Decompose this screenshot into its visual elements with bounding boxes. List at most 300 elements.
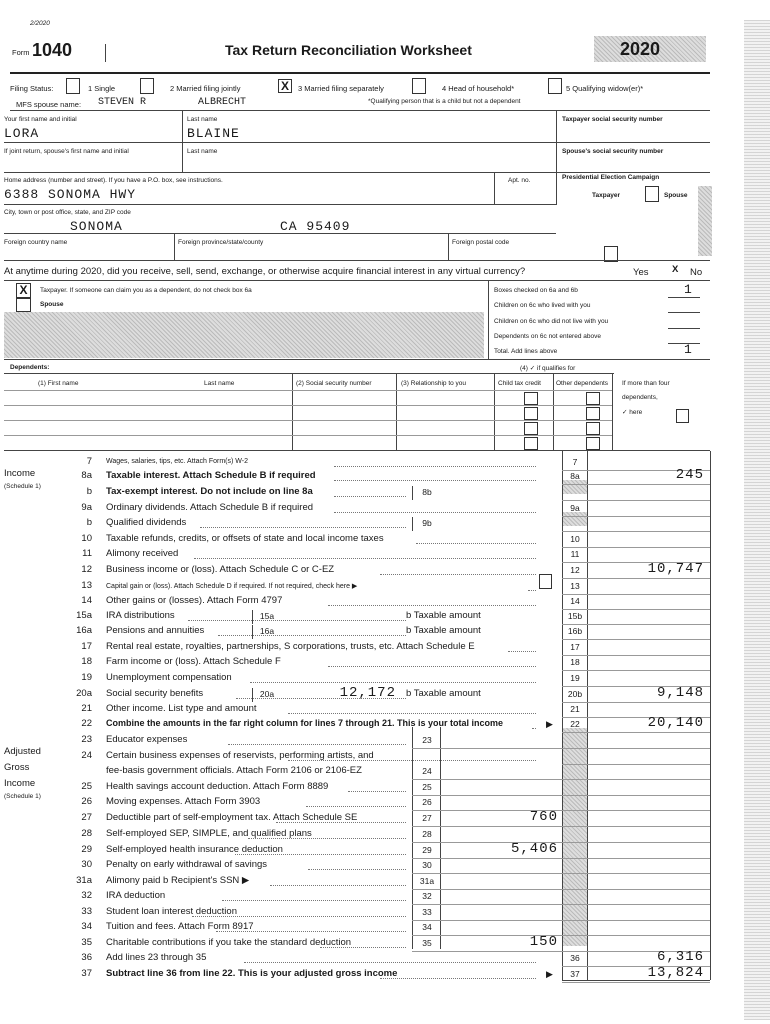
vc-no-mark[interactable]: X (672, 264, 679, 275)
mid-row-rule (412, 951, 562, 952)
mid-row-rule (412, 748, 562, 749)
line-description: Business income or (loss). Attach Schedule C or C-EZ (106, 564, 335, 575)
row-rule (562, 826, 710, 827)
dep-v4 (553, 374, 554, 450)
dep-row-1 (4, 390, 612, 391)
exemption-divider (488, 281, 489, 359)
line-b-label: b Taxable amount (406, 625, 481, 636)
dep-odc-box-2[interactable] (586, 407, 600, 420)
line-description: Farm income or (loss). Attach Schedule F (106, 656, 281, 667)
dep-more-2: dependents, (622, 394, 658, 401)
side-income2-sub: (Schedule 1) (4, 793, 41, 800)
city-value: SONOMA (70, 219, 123, 234)
dep-col3: (3) Relationship to you (401, 380, 467, 387)
dot-leader (380, 978, 536, 979)
dep-v3 (494, 374, 495, 450)
city-label: City, town or post office, state, and ZIP code (4, 209, 131, 216)
row-rule (562, 920, 710, 921)
line-description: Penalty on early withdrawal of savings (106, 859, 268, 870)
arrow-icon: ▶ (546, 719, 553, 729)
dot-leader (334, 496, 406, 497)
dep-v5 (612, 374, 613, 450)
foreign-province-label: Foreign province/state/county (178, 239, 264, 246)
line-description: IRA deduction (106, 890, 166, 901)
line-description: IRA distributions (106, 610, 175, 621)
exemption-spouse-text: Spouse (40, 301, 64, 308)
line-number: 22 (81, 718, 92, 729)
line-description: Capital gain or (loss). Attach Schedule D if required. If not required, check here ▶ (106, 583, 358, 590)
exempt-row-lived: Children on 6c who lived with you (494, 302, 591, 309)
line-mid-ref-23: 23 (422, 735, 432, 745)
line-description: Alimony paid b Recipient's SSN ▶ (106, 875, 250, 886)
line-number: 27 (81, 812, 92, 823)
form-label: Form (12, 48, 30, 57)
name-divider (182, 111, 183, 143)
row-rule (562, 858, 710, 859)
line-mid-ref-30: 30 (422, 860, 432, 870)
line-amount-8a[interactable]: 245 (675, 467, 704, 483)
mfs-spouse-first: STEVEN R (98, 97, 147, 108)
row-rule (562, 779, 710, 780)
rule-filing (10, 110, 710, 111)
dot-leader (222, 900, 406, 901)
dot-leader (328, 605, 536, 606)
dot-leader (218, 635, 406, 636)
status-mfj-checkbox[interactable] (140, 78, 154, 94)
first-name-value: LORA (4, 126, 40, 141)
exempt-row-boxes-value: 1 (684, 282, 692, 297)
apt-label: Apt. no. (508, 177, 531, 184)
line-number: 26 (81, 796, 92, 807)
dep-col1: (1) First name (38, 380, 79, 387)
dot-leader (348, 791, 406, 792)
pec-label: Presidential Election Campaign (562, 174, 660, 181)
dot-leader (380, 574, 536, 575)
dot-leader (192, 916, 406, 917)
dep-row-3 (4, 420, 612, 421)
line-number: 8a (81, 470, 92, 481)
line-description: Subtract line 36 from line 22. This is your adjusted gross income (106, 968, 398, 979)
line-amount-12[interactable]: 10,747 (647, 561, 704, 577)
line-description: Tuition and fees. Attach Form 8917 (106, 921, 254, 932)
line-number: 35 (81, 937, 92, 948)
dot-leader (270, 885, 406, 886)
qualifying-note: *Qualifying person that is a child but not a dependent (368, 98, 521, 105)
dep-more-1: If more than four (622, 380, 670, 387)
row-rule (562, 609, 710, 610)
line-number: 13 (81, 580, 92, 591)
line-ref-8a: 8a (570, 471, 580, 481)
status-qw-checkbox[interactable] (548, 78, 562, 94)
dot-leader (200, 527, 406, 528)
line-description: Wages, salaries, tips, etc. Attach Form(s) W-2 (106, 458, 248, 465)
mid-field-bracket (252, 688, 253, 702)
line-description: Alimony received (106, 548, 179, 559)
shade-8b (563, 480, 587, 494)
dep-col1b: Last name (204, 380, 235, 387)
dot-leader (334, 466, 536, 467)
foreign-divider-2 (448, 234, 449, 260)
date-stamp: 2/2020 (30, 20, 50, 27)
exempt-row-lived-line (668, 312, 700, 313)
mid-field-bracket (252, 625, 253, 639)
dot-leader (528, 590, 536, 591)
exempt-row-total-value: 1 (684, 342, 692, 357)
exempt-row-boxes: Boxes checked on 6a and 6b (494, 287, 578, 294)
pec-taxpayer: Taxpayer (592, 192, 621, 199)
exempt-row-boxes-line (668, 297, 700, 298)
dot-leader (532, 728, 536, 729)
dep-odc-box-3[interactable] (586, 422, 600, 435)
row-rule (562, 547, 710, 548)
dependents-label: Dependents: (10, 364, 50, 371)
header-divider (105, 44, 106, 62)
line-mid-amount-35[interactable]: 150 (529, 934, 558, 950)
line-description: Self-employed health insurance deduction (106, 844, 283, 855)
row-rule (562, 842, 710, 843)
row-rule (562, 889, 710, 890)
line-number: 29 (81, 844, 92, 855)
line-mid-ref-34: 34 (422, 922, 432, 932)
dep-ctc-box-3[interactable] (524, 422, 538, 435)
dot-leader (194, 558, 536, 559)
mid-row-rule (412, 873, 562, 874)
row-rule (562, 484, 710, 485)
line-number: 17 (81, 641, 92, 652)
dep-more-checkbox[interactable] (676, 409, 689, 423)
mid-row-rule (412, 920, 562, 921)
line-mid-amount-20a[interactable]: 12,172 (339, 685, 396, 701)
exemption-taxpayer-checkbox[interactable]: X (16, 283, 31, 298)
mid-field-bracket (412, 517, 413, 531)
row-rule (562, 732, 710, 733)
mid-field-bracket (252, 610, 253, 624)
line-ref-10: 10 (570, 534, 580, 544)
status-hoh-label: 4 Head of household* (442, 84, 515, 93)
line-number: 37 (81, 968, 92, 979)
row-rule (562, 748, 710, 749)
rule-names (4, 142, 710, 143)
dot-leader (320, 947, 406, 948)
line-number: 15a (76, 610, 92, 621)
exemption-spouse-checkbox[interactable] (16, 298, 31, 312)
line-description: Self-employed SEP, SIMPLE, and qualified plans (106, 828, 312, 839)
apt-divider-right (556, 173, 557, 205)
mid-field-bracket (412, 486, 413, 500)
line-description: Combine the amounts in the far right column for lines 7 through 21. This is your total income (106, 718, 504, 728)
rule-dependents (4, 450, 710, 451)
line-number: b (86, 486, 92, 497)
line-ref-16b: 16b (567, 626, 583, 636)
line-description: Health savings account deduction. Attach Form 8889 (106, 781, 329, 792)
status-hoh-checkbox[interactable] (412, 78, 426, 94)
line-number: 14 (81, 595, 92, 606)
apt-divider-left (494, 173, 495, 205)
dep-odc-box-1[interactable] (586, 392, 600, 405)
dep-ctc-box-4[interactable] (524, 437, 538, 450)
line-ref-19: 19 (570, 673, 580, 683)
row-rule (562, 516, 710, 517)
dep-ctc-box-1[interactable] (524, 392, 538, 405)
dot-leader (235, 854, 406, 855)
home-address-value: 6388 SONOMA HWY (4, 187, 137, 202)
mid-row-rule (412, 779, 562, 780)
dep-ctc-box-2[interactable] (524, 407, 538, 420)
page-title: Tax Return Reconciliation Worksheet (225, 42, 472, 58)
line-number: 24 (81, 750, 92, 761)
row-rule (562, 531, 710, 532)
mfs-spouse-label: MFS spouse name: (16, 100, 82, 109)
spouse-last-label: Last name (187, 148, 218, 155)
dep-col4a: Child tax credit (498, 380, 541, 387)
dep-v1 (292, 374, 293, 450)
line-number: 21 (81, 703, 92, 714)
rule-spouse (4, 172, 710, 173)
dep-row-4 (4, 435, 612, 436)
line-description: Taxable refunds, credits, or offsets of state and local income taxes (106, 533, 384, 544)
line-mid-ref-20a: 20a (259, 689, 275, 699)
side-income: Income (4, 468, 36, 479)
line-number: 36 (81, 952, 92, 963)
status-mfs-checkbox[interactable]: X (278, 79, 292, 93)
line-description: Certain business expenses of reservists, performing artists, and (106, 750, 374, 761)
first-name-label: Your first name and initial (4, 116, 77, 123)
mid-row-rule (412, 904, 562, 905)
line-mid-ref-32: 32 (422, 891, 432, 901)
line-amount-37[interactable]: 13,824 (647, 965, 704, 981)
spouse-name-divider (182, 143, 183, 173)
form-number: 1040 (32, 40, 73, 60)
line-mid-ref-9b: 9b (422, 518, 432, 528)
exempt-row-total: Total. Add lines above (494, 348, 558, 355)
line-mid-ref-31a: 31a (419, 876, 435, 886)
pec-taxpayer-checkbox[interactable] (645, 186, 659, 202)
line-description: Ordinary dividends. Attach Schedule B if required (106, 502, 314, 513)
line-description: fee-basis government officials. Attach Form 2106 or 2106-EZ (106, 765, 362, 776)
rule-foreign (4, 260, 710, 261)
line-ref-21: 21 (570, 704, 580, 714)
mid-row-rule (412, 795, 562, 796)
line-mid-ref-35: 35 (422, 938, 432, 948)
line-ref-22: 22 (570, 719, 580, 729)
status-single-checkbox[interactable] (66, 78, 80, 94)
line-ref-7: 7 (572, 457, 578, 467)
side-gross: Gross (4, 762, 30, 773)
exempt-row-not-lived: Children on 6c who did not live with you (494, 318, 609, 325)
tax-year: 2020 (620, 39, 661, 59)
line-description: Add lines 23 through 35 (106, 952, 207, 963)
mfs-spouse-last: ALBRECHT (198, 97, 247, 108)
amount-col-right (710, 451, 711, 980)
rule-exemptions (4, 359, 710, 360)
line-mid-amount-29[interactable]: 5,406 (510, 841, 558, 857)
dep-col2: (2) Social security number (296, 380, 372, 387)
foreign-divider-1 (174, 234, 175, 260)
line-number: 25 (81, 781, 92, 792)
dep-col4b: Other dependents (556, 380, 609, 387)
dot-leader (244, 962, 536, 963)
row-rule (562, 578, 710, 579)
vc-yes-label: Yes (633, 267, 649, 278)
line-description: Taxable interest. Attach Schedule B if required (106, 470, 316, 481)
status-single-label: 1 Single (88, 84, 116, 93)
line-mid-ref-33: 33 (422, 907, 432, 917)
line-number: b (86, 517, 92, 528)
side-adjusted: Adjusted (4, 746, 41, 757)
mid-row-rule (412, 858, 562, 859)
line-description: Educator expenses (106, 734, 188, 745)
filing-status-label: Filing Status: (10, 84, 54, 93)
dot-leader (216, 931, 406, 932)
line-number: 10 (81, 533, 92, 544)
line-number: 30 (81, 859, 92, 870)
line-number: 12 (81, 564, 92, 575)
spouse-ssn-label: Spouse's social security number (562, 148, 664, 155)
line-number: 33 (81, 906, 92, 917)
last-name-value: BLAINE (187, 126, 240, 141)
row-rule (562, 624, 710, 625)
rule-address (4, 204, 556, 205)
line-number: 31a (76, 875, 92, 886)
dep-row-2 (4, 405, 612, 406)
amount-col-bottom (562, 980, 710, 981)
line-ref-9a: 9a (570, 503, 580, 513)
dot-leader (276, 822, 406, 823)
line-description: Social security benefits (106, 688, 204, 699)
line-number: 18 (81, 656, 92, 667)
line-mid-ref-25: 25 (422, 782, 432, 792)
state-zip-value: CA 95409 (280, 219, 351, 234)
row-rule (562, 795, 710, 796)
line-description: Other income. List type and amount (106, 703, 257, 714)
side-income2: Income (4, 778, 36, 789)
line-description: Student loan interest deduction (106, 906, 237, 917)
line-number: 11 (82, 548, 92, 559)
taxpayer-ssn-label: Taxpayer social security number (562, 116, 663, 123)
line-mid-ref-29: 29 (422, 845, 432, 855)
rule-vc (4, 280, 710, 281)
foreign-country-label: Foreign country name (4, 239, 68, 246)
status-mfs-label: 3 Married filing separately (298, 84, 384, 93)
line-mid-ref-27: 27 (422, 813, 432, 823)
line-ref-36: 36 (570, 953, 580, 963)
row-rule (562, 702, 710, 703)
rule-dep-top (4, 373, 614, 374)
exempt-row-not-lived-line (668, 328, 700, 329)
line-ref-14: 14 (570, 596, 580, 606)
dep-more-3: ✓ here (622, 409, 643, 416)
line-ref-12: 12 (570, 565, 580, 575)
line-ref-15b: 15b (567, 611, 583, 621)
line-number: 9a (81, 502, 92, 513)
dot-leader (188, 620, 406, 621)
row-rule (562, 639, 710, 640)
line-mid-ref-8b: 8b (422, 487, 432, 497)
dot-leader (334, 480, 536, 481)
mid-row-rule (412, 889, 562, 890)
line-ref-37: 37 (570, 969, 580, 979)
line-description: Other gains or (losses). Attach Form 4797 (106, 595, 283, 606)
header-rule (10, 72, 710, 74)
line-amount-36[interactable]: 6,316 (656, 949, 704, 965)
status-qw-label: 5 Qualifying widow(er)* (566, 84, 644, 93)
row-rule (562, 670, 710, 671)
pec-shade (698, 186, 712, 256)
line-number: 34 (81, 921, 92, 932)
exemption-taxpayer-text: Taxpayer. If someone can claim you as a dependent, do not check box 6a (40, 287, 252, 294)
line-ref-18: 18 (570, 657, 580, 667)
line-13-checkbox[interactable] (539, 574, 552, 589)
line-ref-13: 13 (570, 581, 580, 591)
line-b-label: b Taxable amount (406, 688, 481, 699)
dep-odc-box-4[interactable] (586, 437, 600, 450)
row-rule (562, 594, 710, 595)
line-number: 19 (81, 672, 92, 683)
spouse-first-label: If joint return, spouse's first name and initial (4, 148, 129, 155)
line-description: Qualified dividends (106, 517, 187, 528)
line-ref-20b: 20b (567, 689, 583, 699)
dot-leader (308, 869, 406, 870)
line-number: 23 (81, 734, 92, 745)
row-rule (562, 935, 710, 936)
row-rule (562, 655, 710, 656)
row-rule (562, 764, 710, 765)
line-mid-ref-16a: 16a (259, 626, 275, 636)
line-mid-ref-24: 24 (422, 766, 432, 776)
side-income-sub: (Schedule 1) (4, 483, 41, 490)
line-description: Moving expenses. Attach Form 3903 (106, 796, 261, 807)
line-number: 32 (81, 890, 92, 901)
line-description: Deductible part of self-employment tax. Attach Schedule SE (106, 812, 358, 823)
line-number: 20a (76, 688, 92, 699)
line-mid-ref-26: 26 (422, 797, 432, 807)
line-number: 16a (76, 625, 92, 636)
pec-spouse: Spouse (664, 192, 688, 199)
dot-leader (334, 512, 536, 513)
shade-9b (563, 512, 587, 526)
dot-leader (328, 666, 536, 667)
line-amount-22[interactable]: 20,140 (647, 715, 704, 731)
exempt-row-other-deps: Dependents on 6c not entered above (494, 333, 601, 340)
dep-col4: (4) ✓ if qualifies for (520, 365, 576, 372)
dot-leader (508, 651, 536, 652)
vc-no-label: No (690, 267, 703, 278)
virtual-currency-question: At anytime during 2020, did you receive, sell, send, exchange, or otherwise acquire financial interest in any virtual currency? (4, 266, 526, 277)
dot-leader (288, 713, 536, 714)
scan-edge-noise (744, 20, 770, 1020)
row-rule (562, 810, 710, 811)
line-ref-11: 11 (570, 549, 580, 559)
line-mid-ref-28: 28 (422, 829, 432, 839)
dep-v2 (396, 374, 397, 450)
arrow-icon: ▶ (546, 969, 553, 979)
foreign-postal-label: Foreign postal code (452, 239, 510, 246)
line-mid-amount-27[interactable]: 760 (529, 809, 558, 825)
dot-leader (228, 744, 406, 745)
row-rule (562, 500, 710, 501)
line-description: Rental real estate, royalties, partnerships, S corporations, trusts, etc. Attach Schedule E (106, 641, 475, 652)
status-mfj-label: 2 Married filing jointly (170, 84, 241, 93)
mid-row-rule (412, 826, 562, 827)
line-ref-17: 17 (570, 642, 580, 652)
line-description: Charitable contributions if you take the standard deduction (106, 937, 352, 948)
row-rule (562, 904, 710, 905)
last-name-label: Last name (187, 116, 218, 123)
exemption-shade (4, 312, 484, 358)
dot-leader (248, 838, 406, 839)
line-amount-20b[interactable]: 9,148 (656, 685, 704, 701)
line-description: Unemployment compensation (106, 672, 232, 683)
